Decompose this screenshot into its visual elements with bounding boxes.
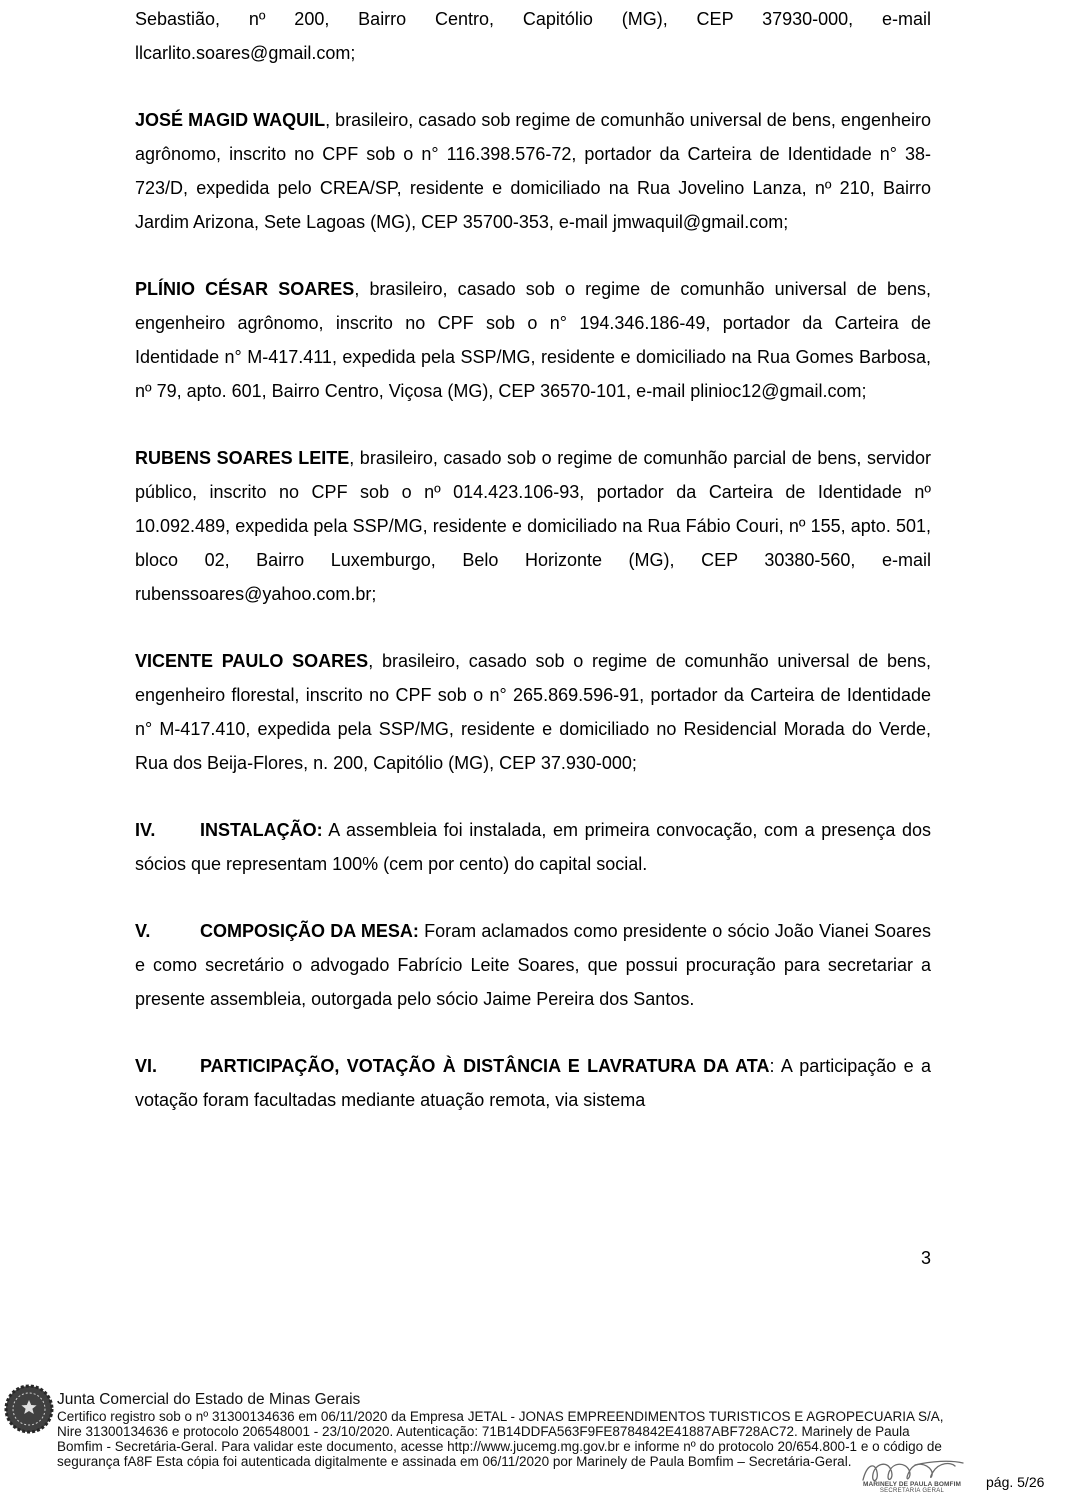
section-number: V. bbox=[135, 921, 151, 941]
pagination-label: pág. 5/26 bbox=[986, 1474, 1045, 1490]
signature-stamp bbox=[856, 1456, 968, 1495]
document-body bbox=[135, 2, 931, 1150]
section-number: IV. bbox=[135, 820, 156, 840]
paragraph-plinio-cesar-soares bbox=[135, 272, 931, 408]
paragraph-text: , brasileiro, casado sob regime de comunhão universal de bens, engenheiro agrônomo, inscrito no CPF sob o n° 116.398.576-72, portador da Carteira de Identidade n° 38-723/D, expedida pelo CREA/SP, residente e domiciliado na Rua Jovelino Lanza, nº 210, Bairro Jardim Arizona, Sete Lagoas (MG), CEP 35700-353, e-mail jmwaquil@gmail.com; bbox=[135, 110, 932, 232]
footer-line: Bomfim - Secretária-Geral. Para validar este documento, acesse http://www.jucemg.mg.gov.br e informe nº do protocolo 20/654.800-1 e o código de bbox=[57, 1439, 942, 1454]
paragraph-jose-magid-waquil bbox=[135, 103, 931, 239]
paragraph-vicente-paulo-soares bbox=[135, 644, 931, 780]
paragraph-text: , brasileiro, casado sob o regime de comunhão universal de bens, engenheiro florestal, inscrito no CPF sob o n° 265.869.596-91, portador da Carteira de Identidade n° M-417.410, expedida pela SSP/MG, residente e domiciliado no Residencial Morada do Verde, Rua dos Beija-Flores, n. 200, Capitólio (MG), CEP 37.930-000; bbox=[135, 651, 931, 773]
person-name: RUBENS SOARES LEITE bbox=[135, 448, 350, 468]
paragraph-address-continuation bbox=[135, 2, 931, 70]
footer-line: Nire 31300134636 e protocolo 206548001 - 23/10/2020. Autenticação: 71B14DDFA563F9FE8784842E41887ABF728AC72. Marinely de Paula bbox=[57, 1424, 910, 1439]
person-name: VICENTE PAULO SOARES bbox=[135, 651, 369, 671]
person-name: JOSÉ MAGID WAQUIL bbox=[135, 110, 326, 130]
certification-footer bbox=[0, 1378, 1080, 1503]
certification-text bbox=[57, 1391, 944, 1469]
paragraph-rubens-soares-leite bbox=[135, 441, 931, 611]
section-v-composicao-da-mesa bbox=[135, 914, 931, 1016]
footer-org-name: Junta Comercial do Estado de Minas Gerais bbox=[57, 1391, 361, 1408]
stamp-signer-role: SECRETARIA GERAL bbox=[879, 1488, 945, 1494]
paragraph-text: : A participação e a votação foram facultadas mediante atuação remota, via sistema bbox=[135, 1056, 931, 1110]
footer-line: segurança fA8F Esta cópia foi autenticada digitalmente e assinada em 06/11/2020 por Marinely de Paula Bomfim – Secretária-Geral. bbox=[57, 1454, 852, 1469]
section-title: COMPOSIÇÃO DA MESA: bbox=[200, 921, 419, 941]
section-number: VI. bbox=[135, 1056, 158, 1076]
paragraph-text: A assembleia foi instalada, em primeira convocação, com a presença dos sócios que representam 100% (cem por cento) do capital social. bbox=[135, 820, 931, 874]
paragraph-text: , brasileiro, casado sob o regime de comunhão universal de bens, engenheiro agrônomo, inscrito no CPF sob o n° 194.346.186-49, portador da Carteira de Identidade n° M-417.411, expedida pela SSP/MG, residente e domiciliado na Rua Gomes Barbosa, nº 79, apto. 601, Bairro Centro, Viçosa (MG), CEP 36570-101, e-mail plinioc12@gmail.com; bbox=[135, 279, 931, 401]
jucemg-seal-icon bbox=[3, 1382, 55, 1436]
paragraph-text: Sebastião, nº 200, Bairro Centro, Capitólio (MG), CEP 37930-000, e-mail llcarlito.soares@gmail.com; bbox=[135, 9, 931, 63]
section-vi-participacao-votacao bbox=[135, 1049, 931, 1117]
paragraph-text: Foram aclamados como presidente o sócio João Vianei Soares e como secretário o advogado Fabrício Leite Soares, que possui procuração para secretariar a presente assembleia, outorgada pelo sócio Jaime Pereira dos Santos. bbox=[135, 921, 931, 1009]
person-name: PLÍNIO CÉSAR SOARES bbox=[135, 279, 355, 299]
section-iv-instalacao bbox=[135, 813, 931, 881]
footer-line: Certifico registro sob o nº 31300134636 em 06/11/2020 da Empresa JETAL - JONAS EMPREENDIMENTOS TURISTICOS E AGROPECUARIA S/A, bbox=[57, 1409, 944, 1424]
paragraph-text: , brasileiro, casado sob o regime de comunhão parcial de bens, servidor público, inscrito no CPF sob o nº 014.423.106-93, portador da Carteira de Identidade nº 10.092.489, expedida pela SSP/MG, residente e domiciliado na Rua Fábio Couri, nº 155, apto. 501, bloco 02, Bairro Luxemburgo, Belo Horizonte (MG), CEP 30380-560, e-mail rubenssoares@yahoo.com.br; bbox=[135, 448, 931, 604]
stamp-signer-name: MARINELY DE PAULA BOMFIM bbox=[862, 1481, 962, 1488]
section-title: INSTALAÇÃO: bbox=[200, 820, 323, 840]
page-number: 3 bbox=[920, 1248, 931, 1268]
section-title: PARTICIPAÇÃO, VOTAÇÃO À DISTÂNCIA E LAVRATURA DA ATA bbox=[200, 1056, 770, 1076]
